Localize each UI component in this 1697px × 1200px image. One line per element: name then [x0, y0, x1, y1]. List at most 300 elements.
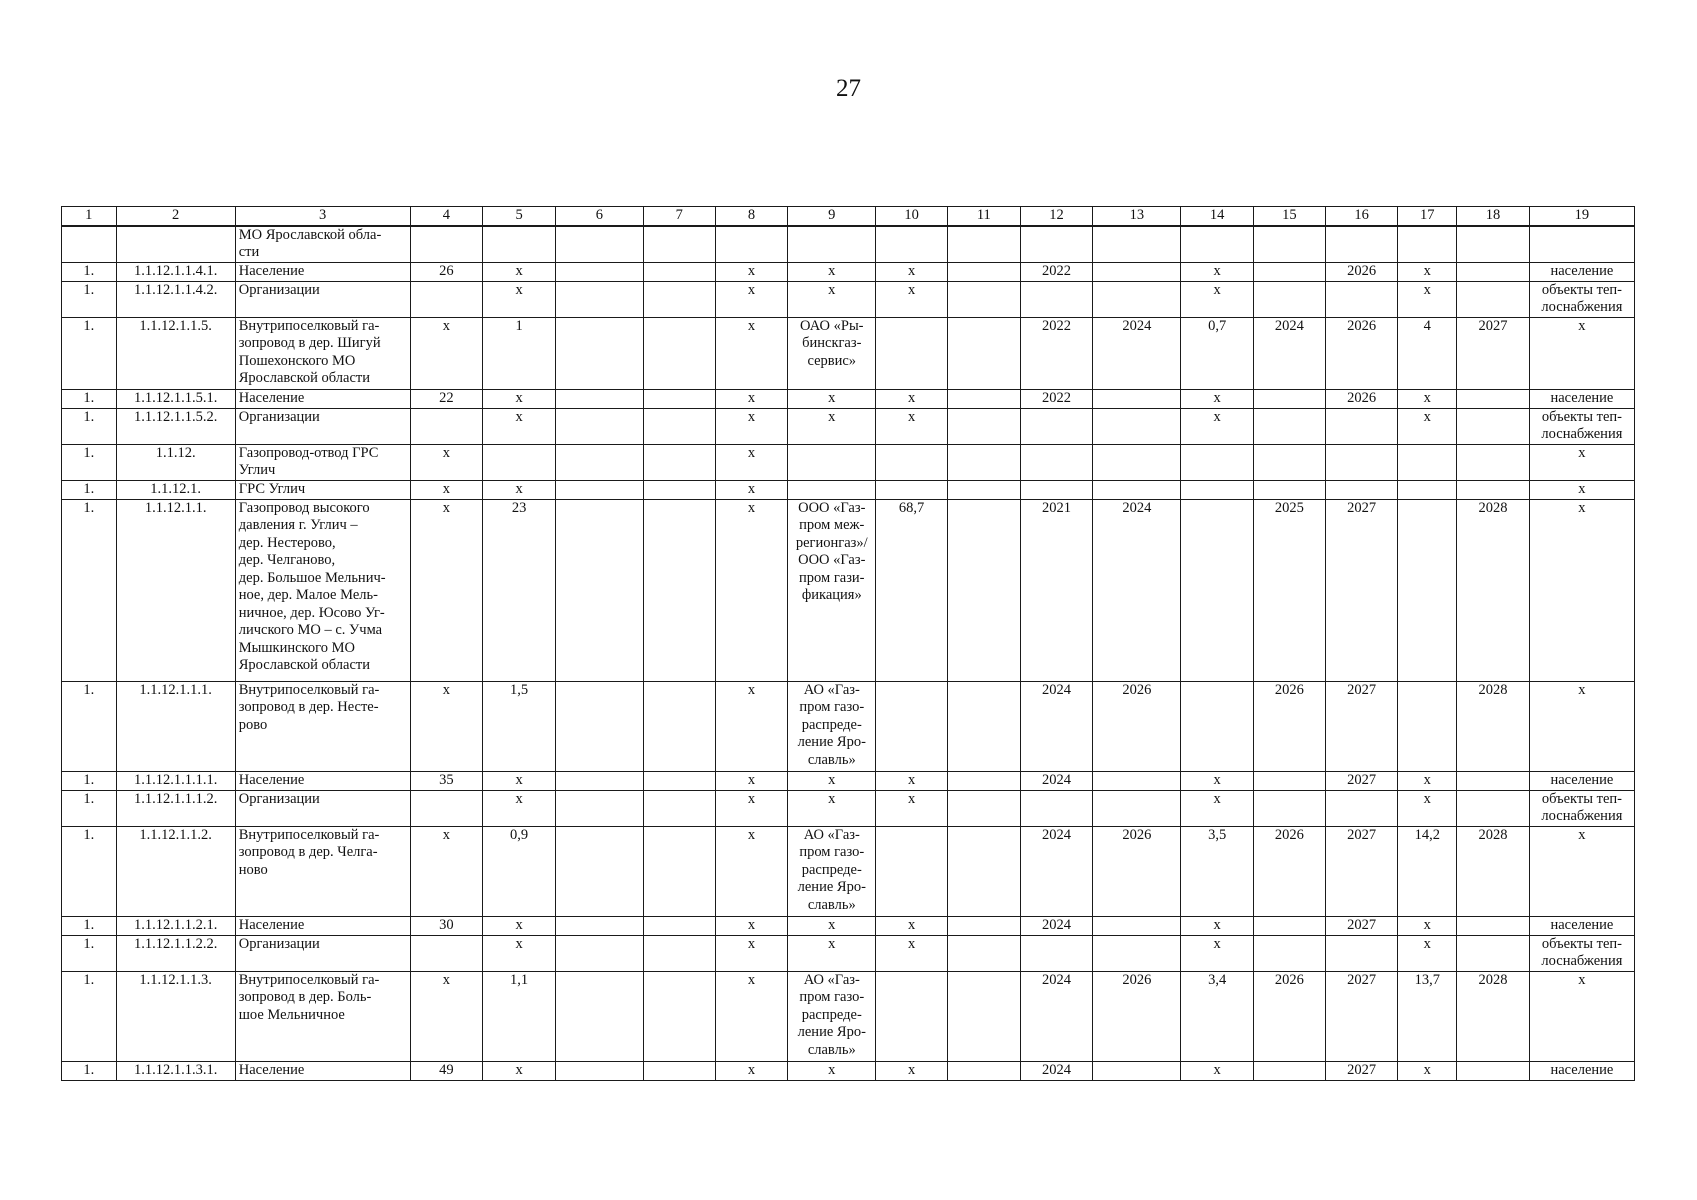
- table-cell-col-15: 2026: [1254, 681, 1326, 771]
- table-cell-col-5: x: [483, 935, 556, 971]
- table-cell-col-11: [947, 935, 1020, 971]
- table-cell-col-19: x: [1529, 681, 1634, 771]
- table-cell-col-1: 1.: [62, 935, 117, 971]
- table-cell-col-7: [643, 408, 715, 444]
- table-cell-col-4: x: [410, 317, 483, 389]
- table-cell-col-2: 1.1.12.1.1.1.1.: [116, 771, 235, 790]
- table-cell-col-10: x: [876, 790, 948, 826]
- table-cell-col-1: 1.: [62, 826, 117, 916]
- table-cell-col-6: [555, 499, 643, 681]
- table-cell-col-14: x: [1181, 790, 1254, 826]
- table-cell-col-18: [1457, 408, 1530, 444]
- table-cell-col-13: 2026: [1093, 681, 1181, 771]
- table-cell-col-4: x: [410, 971, 483, 1061]
- table-cell-col-8: x: [715, 790, 788, 826]
- table-cell-col-18: [1457, 916, 1530, 935]
- table-cell-col-18: [1457, 771, 1530, 790]
- table-cell-col-11: [947, 389, 1020, 408]
- table-cell-col-14: x: [1181, 262, 1254, 281]
- table-cell-col-13: 2024: [1093, 317, 1181, 389]
- table-cell-col-10: x: [876, 935, 948, 971]
- table-cell-col-11: [947, 408, 1020, 444]
- table-row: [62, 444, 1635, 480]
- table-cell-col-6: [555, 971, 643, 1061]
- column-header-15: 15: [1254, 207, 1326, 226]
- table-cell-col-5: 1: [483, 317, 556, 389]
- table-cell-col-7: [643, 317, 715, 389]
- table-cell-col-4: 35: [410, 771, 483, 790]
- table-cell-col-19: население: [1529, 771, 1634, 790]
- table-cell-col-14: 3,4: [1181, 971, 1254, 1061]
- table-cell-col-17: x: [1398, 771, 1457, 790]
- table-row: [62, 281, 1635, 317]
- table-cell-col-9: АО «Газ- пром газо- распреде- ление Яро- славль»: [788, 971, 876, 1061]
- table-row: [62, 389, 1635, 408]
- table-cell-col-10: [876, 226, 948, 263]
- table-cell-col-14: [1181, 480, 1254, 499]
- table-header-row: [62, 207, 1635, 226]
- table-cell-col-8: x: [715, 971, 788, 1061]
- table-cell-col-11: [947, 681, 1020, 771]
- table-cell-col-15: [1254, 408, 1326, 444]
- table-cell-col-12: 2024: [1020, 771, 1093, 790]
- table-cell-col-5: x: [483, 389, 556, 408]
- table-cell-col-9: [788, 444, 876, 480]
- table-cell-col-3: Внутрипоселковый га- зопровод в дер. Боль- шое Мельничное: [235, 971, 410, 1061]
- table-cell-col-16: 2027: [1325, 771, 1398, 790]
- table-cell-col-13: [1093, 790, 1181, 826]
- table-cell-col-17: [1398, 226, 1457, 263]
- table-cell-col-1: 1.: [62, 916, 117, 935]
- table-cell-col-2: 1.1.12.1.: [116, 480, 235, 499]
- table-cell-col-2: [116, 226, 235, 263]
- table-cell-col-11: [947, 499, 1020, 681]
- table-cell-col-11: [947, 317, 1020, 389]
- table-cell-col-8: x: [715, 444, 788, 480]
- table-cell-col-15: [1254, 480, 1326, 499]
- table-cell-col-9: x: [788, 790, 876, 826]
- table-cell-col-16: [1325, 226, 1398, 263]
- table-cell-col-3: Население: [235, 262, 410, 281]
- table-cell-col-4: [410, 790, 483, 826]
- table-cell-col-15: [1254, 935, 1326, 971]
- column-header-16: 16: [1325, 207, 1398, 226]
- table-cell-col-16: [1325, 408, 1398, 444]
- table-cell-col-6: [555, 317, 643, 389]
- column-header-6: 6: [555, 207, 643, 226]
- table-cell-col-17: x: [1398, 1061, 1457, 1080]
- table-cell-col-3: Население: [235, 771, 410, 790]
- page-number: 27: [836, 75, 861, 102]
- table-cell-col-13: [1093, 226, 1181, 263]
- table-cell-col-7: [643, 1061, 715, 1080]
- table-cell-col-16: [1325, 480, 1398, 499]
- table-cell-col-15: [1254, 916, 1326, 935]
- table-cell-col-2: 1.1.12.: [116, 444, 235, 480]
- table-cell-col-7: [643, 226, 715, 263]
- table-cell-col-3: Население: [235, 1061, 410, 1080]
- table-row: [62, 916, 1635, 935]
- table-cell-col-19: x: [1529, 317, 1634, 389]
- table-cell-col-11: [947, 790, 1020, 826]
- table-cell-col-3: Организации: [235, 935, 410, 971]
- table-cell-col-17: [1398, 499, 1457, 681]
- table-row: [62, 262, 1635, 281]
- table-cell-col-4: x: [410, 480, 483, 499]
- table-cell-col-11: [947, 826, 1020, 916]
- table-cell-col-14: x: [1181, 1061, 1254, 1080]
- table-cell-col-11: [947, 916, 1020, 935]
- table-cell-col-9: x: [788, 935, 876, 971]
- table-cell-col-18: 2028: [1457, 971, 1530, 1061]
- table-cell-col-6: [555, 408, 643, 444]
- table-cell-col-6: [555, 790, 643, 826]
- table-cell-col-5: x: [483, 408, 556, 444]
- table-cell-col-7: [643, 389, 715, 408]
- table-cell-col-7: [643, 935, 715, 971]
- table-cell-col-7: [643, 480, 715, 499]
- table-cell-col-8: x: [715, 499, 788, 681]
- column-header-10: 10: [876, 207, 948, 226]
- table-cell-col-4: [410, 226, 483, 263]
- table-cell-col-17: x: [1398, 916, 1457, 935]
- table-cell-col-4: 30: [410, 916, 483, 935]
- table-row: [62, 317, 1635, 389]
- table-cell-col-18: [1457, 226, 1530, 263]
- table-cell-col-10: [876, 971, 948, 1061]
- table-cell-col-3: Организации: [235, 408, 410, 444]
- table-cell-col-13: 2026: [1093, 971, 1181, 1061]
- table-cell-col-6: [555, 480, 643, 499]
- table-cell-col-3: Газопровод высокого давления г. Углич – дер. Нестерово, дер. Челганово, дер. Большое Мельнич- ное, дер. Малое Мель- ничное, дер. Юсово Уг- личского МО – с. Учма Мышкинского МО Ярославской области: [235, 499, 410, 681]
- table-cell-col-4: 49: [410, 1061, 483, 1080]
- table-cell-col-7: [643, 826, 715, 916]
- table-cell-col-5: [483, 444, 556, 480]
- table-cell-col-9: x: [788, 916, 876, 935]
- table-cell-col-7: [643, 499, 715, 681]
- column-header-18: 18: [1457, 207, 1530, 226]
- table-cell-col-1: 1.: [62, 389, 117, 408]
- table-cell-col-8: x: [715, 935, 788, 971]
- table-cell-col-14: x: [1181, 281, 1254, 317]
- table-cell-col-16: 2027: [1325, 971, 1398, 1061]
- table-cell-col-4: 22: [410, 389, 483, 408]
- table-cell-col-12: 2024: [1020, 1061, 1093, 1080]
- table-cell-col-17: [1398, 444, 1457, 480]
- table-cell-col-7: [643, 681, 715, 771]
- table-cell-col-6: [555, 771, 643, 790]
- table-cell-col-4: x: [410, 826, 483, 916]
- table-cell-col-1: 1.: [62, 480, 117, 499]
- table-cell-col-14: x: [1181, 771, 1254, 790]
- column-header-12: 12: [1020, 207, 1093, 226]
- table-cell-col-19: объекты теп- лоснабжения: [1529, 408, 1634, 444]
- table-cell-col-9: ОАО «Ры- бинскгаз- сервис»: [788, 317, 876, 389]
- column-header-8: 8: [715, 207, 788, 226]
- table-cell-col-2: 1.1.12.1.1.4.2.: [116, 281, 235, 317]
- table-row: [62, 408, 1635, 444]
- table-cell-col-12: 2022: [1020, 262, 1093, 281]
- table-cell-col-2: 1.1.12.1.1.1.: [116, 681, 235, 771]
- table-cell-col-12: [1020, 935, 1093, 971]
- column-header-14: 14: [1181, 207, 1254, 226]
- column-header-7: 7: [643, 207, 715, 226]
- table-cell-col-13: [1093, 408, 1181, 444]
- table-cell-col-7: [643, 790, 715, 826]
- table-cell-col-3: Население: [235, 389, 410, 408]
- table-cell-col-10: [876, 444, 948, 480]
- table-cell-col-18: 2027: [1457, 317, 1530, 389]
- table-row: [62, 499, 1635, 681]
- table-cell-col-5: x: [483, 790, 556, 826]
- table-cell-col-3: МО Ярославской обла- сти: [235, 226, 410, 263]
- table-cell-col-1: 1.: [62, 1061, 117, 1080]
- column-header-3: 3: [235, 207, 410, 226]
- table-cell-col-12: 2024: [1020, 681, 1093, 771]
- table-cell-col-8: [715, 226, 788, 263]
- table-cell-col-9: x: [788, 389, 876, 408]
- table-cell-col-17: x: [1398, 281, 1457, 317]
- table-cell-col-6: [555, 262, 643, 281]
- table-cell-col-18: 2028: [1457, 681, 1530, 771]
- table-cell-col-6: [555, 681, 643, 771]
- table-cell-col-9: x: [788, 262, 876, 281]
- table-cell-col-19: x: [1529, 480, 1634, 499]
- table-cell-col-18: [1457, 1061, 1530, 1080]
- table-cell-col-7: [643, 281, 715, 317]
- table-cell-col-11: [947, 1061, 1020, 1080]
- table-cell-col-15: [1254, 226, 1326, 263]
- table-cell-col-8: x: [715, 389, 788, 408]
- table-row: [62, 480, 1635, 499]
- table-row: [62, 790, 1635, 826]
- table-cell-col-17: x: [1398, 389, 1457, 408]
- table-cell-col-6: [555, 389, 643, 408]
- table-cell-col-17: x: [1398, 790, 1457, 826]
- table-cell-col-8: x: [715, 480, 788, 499]
- table-cell-col-8: x: [715, 281, 788, 317]
- table-cell-col-18: 2028: [1457, 826, 1530, 916]
- column-header-4: 4: [410, 207, 483, 226]
- table-cell-col-12: [1020, 480, 1093, 499]
- table-cell-col-6: [555, 935, 643, 971]
- table-cell-col-1: 1.: [62, 790, 117, 826]
- table-cell-col-5: x: [483, 1061, 556, 1080]
- table-cell-col-13: 2026: [1093, 826, 1181, 916]
- column-header-11: 11: [947, 207, 1020, 226]
- table-cell-col-14: [1181, 681, 1254, 771]
- table-cell-col-6: [555, 444, 643, 480]
- table-cell-col-11: [947, 226, 1020, 263]
- column-header-5: 5: [483, 207, 556, 226]
- table-cell-col-2: 1.1.12.1.1.3.: [116, 971, 235, 1061]
- table-cell-col-17: x: [1398, 935, 1457, 971]
- table-cell-col-10: x: [876, 408, 948, 444]
- table-cell-col-6: [555, 826, 643, 916]
- table-row: [62, 826, 1635, 916]
- table-cell-col-12: 2024: [1020, 916, 1093, 935]
- table-cell-col-12: 2022: [1020, 389, 1093, 408]
- table-cell-col-9: x: [788, 1061, 876, 1080]
- table-cell-col-15: 2026: [1254, 971, 1326, 1061]
- table-cell-col-2: 1.1.12.1.1.2.: [116, 826, 235, 916]
- table-cell-col-1: 1.: [62, 262, 117, 281]
- table-cell-col-7: [643, 971, 715, 1061]
- table-cell-col-9: [788, 480, 876, 499]
- table-cell-col-8: x: [715, 1061, 788, 1080]
- table-cell-col-14: x: [1181, 916, 1254, 935]
- table-cell-col-7: [643, 444, 715, 480]
- table-cell-col-4: x: [410, 444, 483, 480]
- table-cell-col-15: [1254, 262, 1326, 281]
- table-cell-col-13: [1093, 281, 1181, 317]
- table-row: [62, 935, 1635, 971]
- column-header-1: 1: [62, 207, 117, 226]
- table-cell-col-10: [876, 480, 948, 499]
- table-row: [62, 971, 1635, 1061]
- table-cell-col-1: 1.: [62, 317, 117, 389]
- table-cell-col-16: [1325, 790, 1398, 826]
- table-cell-col-13: [1093, 771, 1181, 790]
- table-cell-col-9: АО «Газ- пром газо- распреде- ление Яро- славль»: [788, 681, 876, 771]
- table-cell-col-16: 2026: [1325, 317, 1398, 389]
- table-cell-col-19: объекты теп- лоснабжения: [1529, 281, 1634, 317]
- table-cell-col-2: 1.1.12.1.1.: [116, 499, 235, 681]
- table-cell-col-3: ГРС Углич: [235, 480, 410, 499]
- table-cell-col-10: 68,7: [876, 499, 948, 681]
- table-cell-col-19: население: [1529, 262, 1634, 281]
- table-cell-col-18: [1457, 281, 1530, 317]
- table-cell-col-4: [410, 408, 483, 444]
- table-cell-col-19: [1529, 226, 1634, 263]
- table-cell-col-16: 2027: [1325, 1061, 1398, 1080]
- table-cell-col-11: [947, 771, 1020, 790]
- table-cell-col-17: 14,2: [1398, 826, 1457, 916]
- table-cell-col-15: [1254, 389, 1326, 408]
- table-cell-col-11: [947, 281, 1020, 317]
- table-cell-col-8: x: [715, 408, 788, 444]
- table-cell-col-13: [1093, 480, 1181, 499]
- table-cell-col-14: 3,5: [1181, 826, 1254, 916]
- table-cell-col-1: 1.: [62, 444, 117, 480]
- table-cell-col-12: [1020, 281, 1093, 317]
- table-cell-col-11: [947, 262, 1020, 281]
- table-cell-col-15: 2024: [1254, 317, 1326, 389]
- table-cell-col-2: 1.1.12.1.1.1.2.: [116, 790, 235, 826]
- table-cell-col-9: [788, 226, 876, 263]
- table-cell-col-14: [1181, 444, 1254, 480]
- table-cell-col-5: x: [483, 480, 556, 499]
- table-cell-col-14: [1181, 499, 1254, 681]
- table-cell-col-19: население: [1529, 916, 1634, 935]
- table-cell-col-4: [410, 281, 483, 317]
- table-cell-col-19: x: [1529, 499, 1634, 681]
- table-cell-col-13: [1093, 444, 1181, 480]
- table-cell-col-12: 2024: [1020, 826, 1093, 916]
- table-cell-col-12: 2022: [1020, 317, 1093, 389]
- column-header-9: 9: [788, 207, 876, 226]
- table-cell-col-18: [1457, 444, 1530, 480]
- table-cell-col-1: 1.: [62, 971, 117, 1061]
- table-cell-col-19: x: [1529, 444, 1634, 480]
- table-cell-col-12: [1020, 790, 1093, 826]
- table-cell-col-13: [1093, 1061, 1181, 1080]
- table-cell-col-5: x: [483, 281, 556, 317]
- table-cell-col-17: [1398, 681, 1457, 771]
- table-cell-col-3: Организации: [235, 790, 410, 826]
- table-cell-col-1: 1.: [62, 681, 117, 771]
- table-cell-col-16: 2027: [1325, 499, 1398, 681]
- table-cell-col-10: x: [876, 1061, 948, 1080]
- table-cell-col-18: [1457, 389, 1530, 408]
- table-cell-col-8: x: [715, 317, 788, 389]
- table-row: [62, 226, 1635, 263]
- table-cell-col-19: население: [1529, 389, 1634, 408]
- table-cell-col-10: x: [876, 916, 948, 935]
- table-cell-col-7: [643, 916, 715, 935]
- table-cell-col-12: [1020, 226, 1093, 263]
- table-cell-col-15: 2025: [1254, 499, 1326, 681]
- table-cell-col-12: 2024: [1020, 971, 1093, 1061]
- table-cell-col-8: x: [715, 826, 788, 916]
- table-cell-col-15: [1254, 281, 1326, 317]
- table-cell-col-16: 2027: [1325, 826, 1398, 916]
- table-cell-col-2: 1.1.12.1.1.2.2.: [116, 935, 235, 971]
- table-cell-col-11: [947, 444, 1020, 480]
- table-cell-col-10: x: [876, 262, 948, 281]
- table-cell-col-13: [1093, 916, 1181, 935]
- table-cell-col-5: 1,5: [483, 681, 556, 771]
- table-cell-col-16: [1325, 281, 1398, 317]
- table-cell-col-9: ООО «Газ- пром меж- регионгаз»/ ООО «Газ- пром гази- фикация»: [788, 499, 876, 681]
- table-cell-col-7: [643, 771, 715, 790]
- table-cell-col-3: Внутрипоселковый га- зопровод в дер. Челга- ново: [235, 826, 410, 916]
- table-cell-col-2: 1.1.12.1.1.5.: [116, 317, 235, 389]
- column-header-2: 2: [116, 207, 235, 226]
- table-cell-col-18: 2028: [1457, 499, 1530, 681]
- table-cell-col-18: [1457, 790, 1530, 826]
- table-cell-col-9: x: [788, 408, 876, 444]
- table-cell-col-16: 2026: [1325, 389, 1398, 408]
- table-cell-col-6: [555, 1061, 643, 1080]
- table-cell-col-1: [62, 226, 117, 263]
- table-cell-col-4: x: [410, 499, 483, 681]
- table-cell-col-12: 2021: [1020, 499, 1093, 681]
- table-cell-col-11: [947, 480, 1020, 499]
- table-row: [62, 1061, 1635, 1080]
- table-cell-col-1: 1.: [62, 281, 117, 317]
- table-cell-col-16: [1325, 444, 1398, 480]
- table-cell-col-18: [1457, 262, 1530, 281]
- table-cell-col-13: 2024: [1093, 499, 1181, 681]
- table-cell-col-16: 2026: [1325, 262, 1398, 281]
- table-cell-col-2: 1.1.12.1.1.2.1.: [116, 916, 235, 935]
- table-cell-col-4: x: [410, 681, 483, 771]
- table-cell-col-8: x: [715, 262, 788, 281]
- table-cell-col-5: 23: [483, 499, 556, 681]
- table-cell-col-12: [1020, 444, 1093, 480]
- table-cell-col-10: [876, 317, 948, 389]
- table-cell-col-6: [555, 281, 643, 317]
- table-cell-col-12: [1020, 408, 1093, 444]
- table-cell-col-7: [643, 262, 715, 281]
- table-cell-col-2: 1.1.12.1.1.5.2.: [116, 408, 235, 444]
- column-header-17: 17: [1398, 207, 1457, 226]
- table-cell-col-5: x: [483, 262, 556, 281]
- table-cell-col-2: 1.1.12.1.1.3.1.: [116, 1061, 235, 1080]
- table-cell-col-5: [483, 226, 556, 263]
- table-cell-col-13: [1093, 935, 1181, 971]
